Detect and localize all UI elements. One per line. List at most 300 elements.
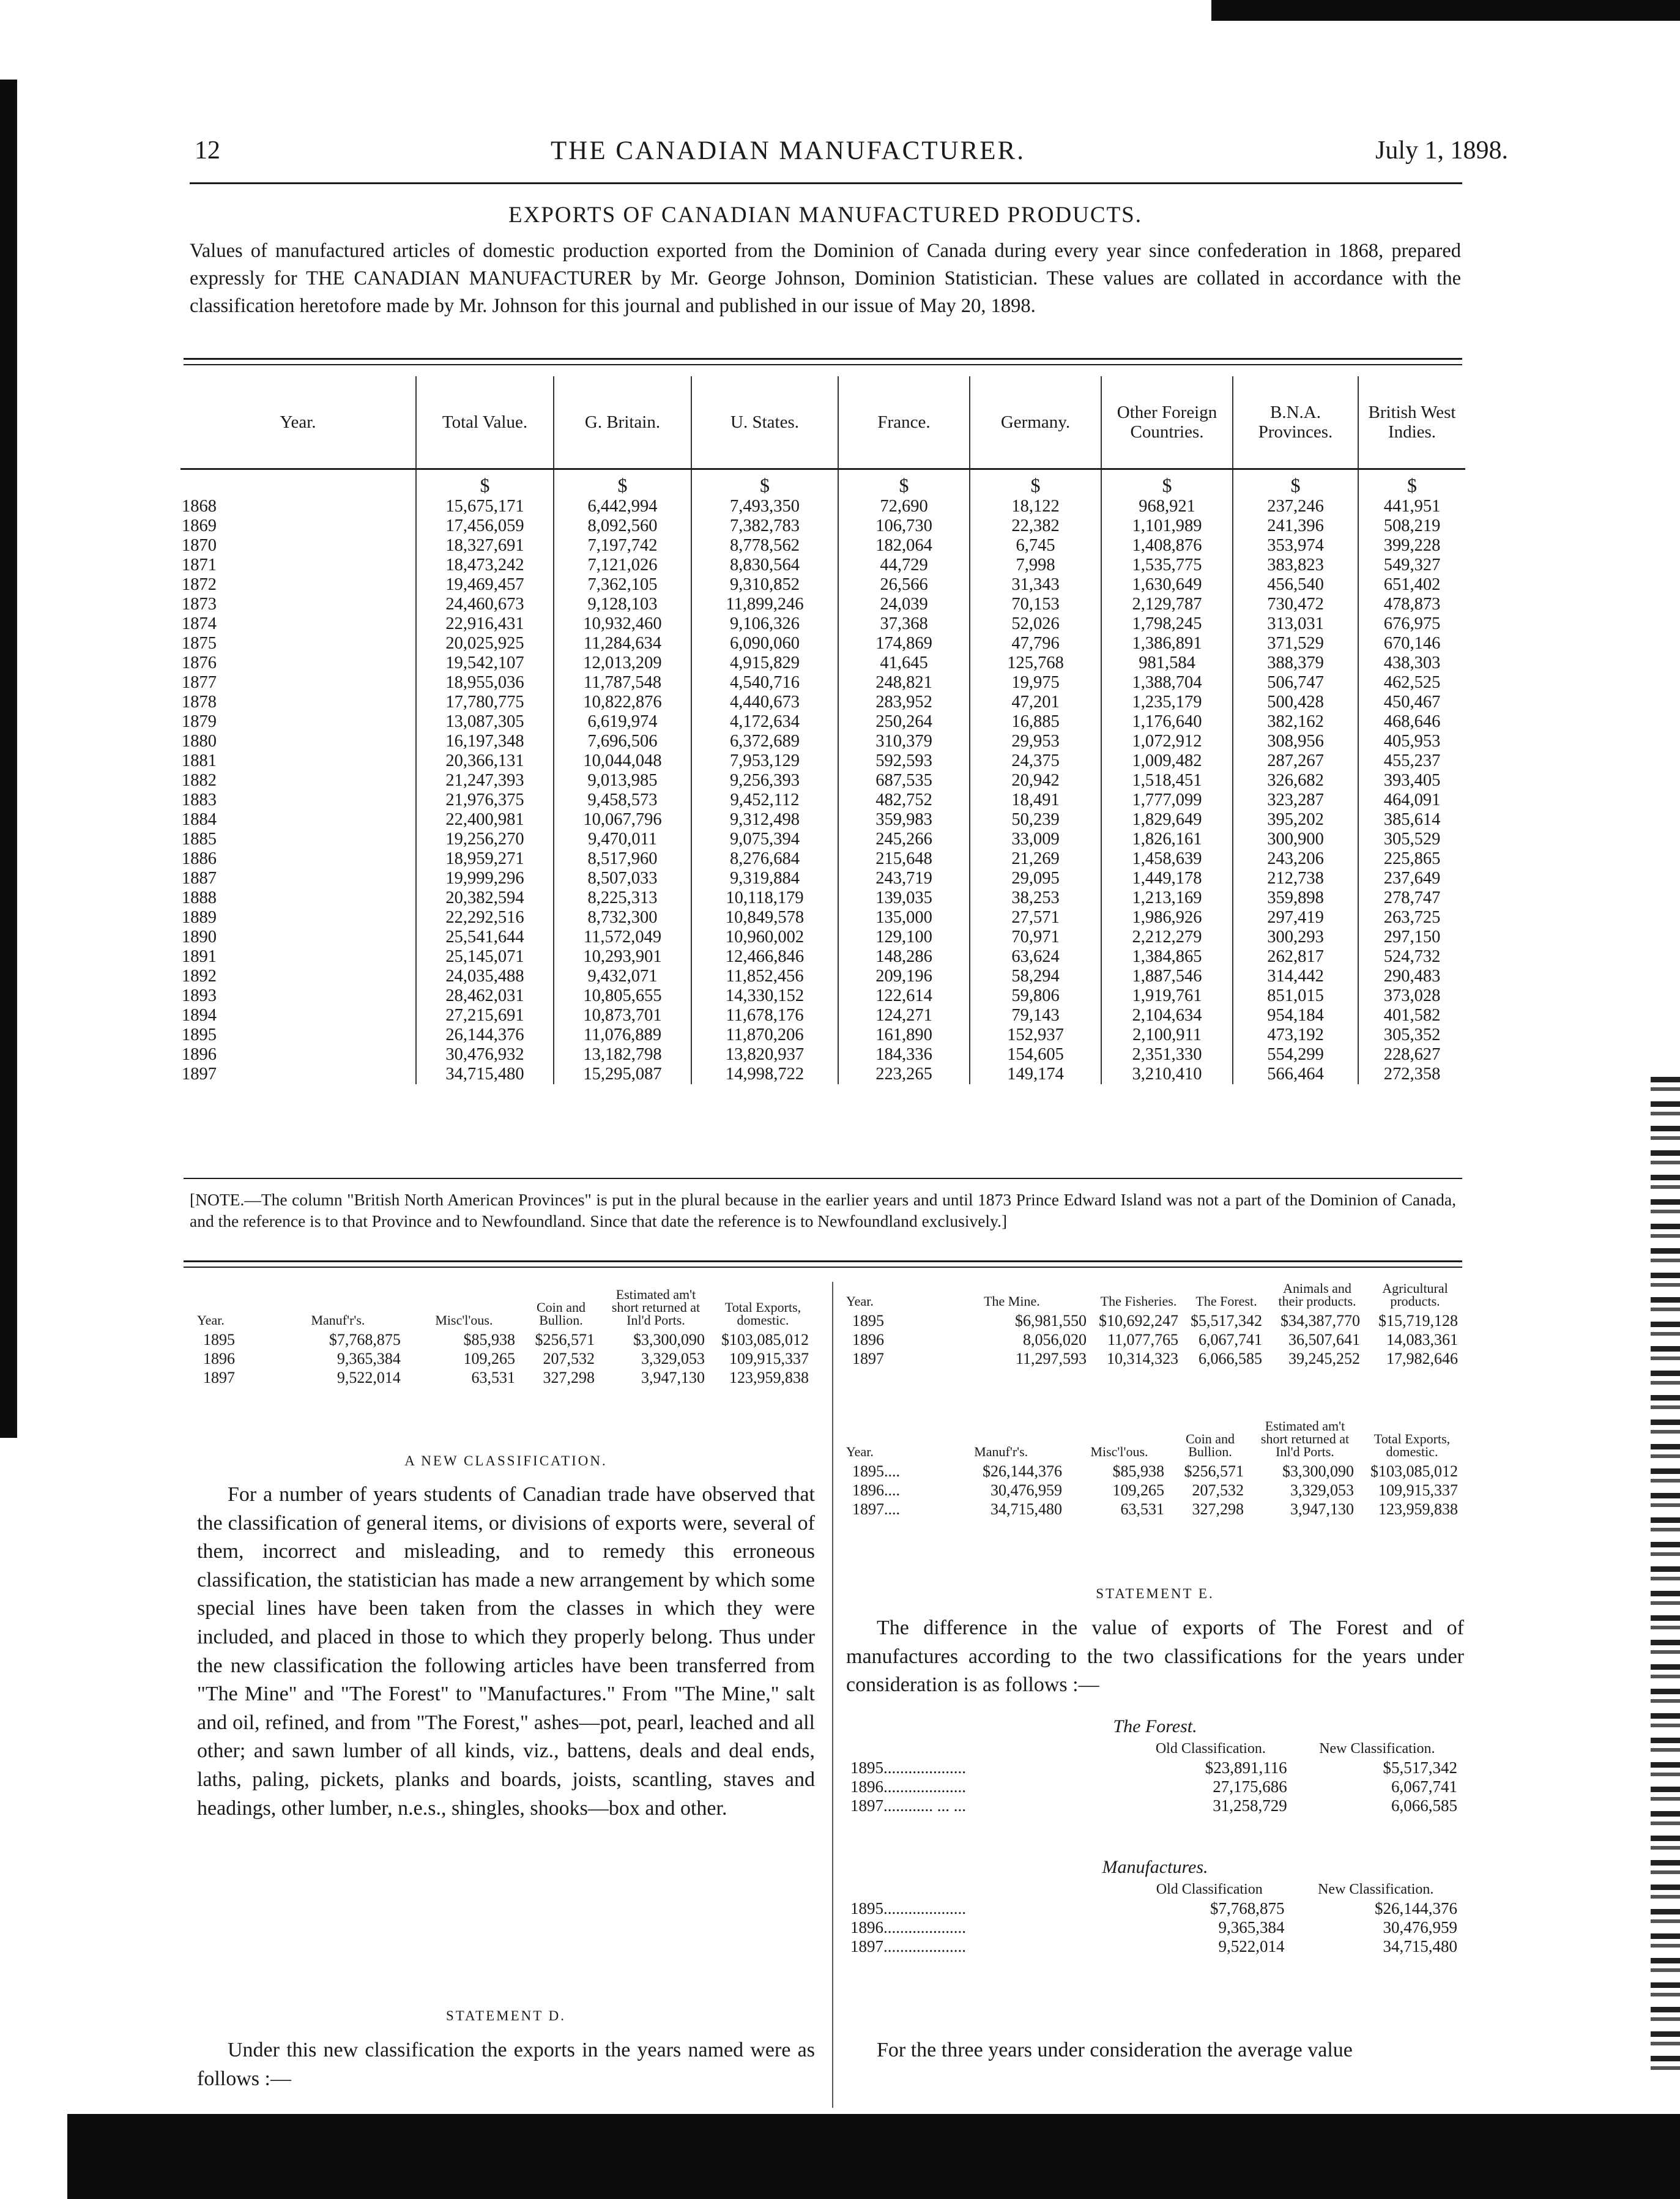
value-cell: 30,476,959 (1383, 1918, 1457, 1937)
value-cell: 3,329,053 (641, 1349, 705, 1367)
value-cell: 676,975 (1358, 614, 1465, 634)
year-cell: 1880 (182, 732, 217, 751)
value-cell: $26,144,376 (1375, 1899, 1457, 1918)
table-row (180, 830, 1465, 849)
table-row (180, 791, 1465, 810)
table-row (846, 1462, 1464, 1481)
column-header: New Classification. (1319, 1741, 1435, 1757)
value-cell: 506,747 (1233, 673, 1358, 693)
value-cell: 47,201 (970, 693, 1101, 712)
value-cell: 297,150 (1358, 928, 1465, 947)
value-cell: 353,974 (1233, 536, 1358, 556)
statement-e-text: The difference in the value of exports of The Forest and of manufactures according to the two classifications for the years under consideration is as follows :— (846, 1617, 1464, 1697)
value-cell: 14,998,722 (691, 1065, 838, 1084)
year-cell: 1895.... (852, 1462, 900, 1480)
value-cell: 15,295,087 (554, 1065, 691, 1084)
value-cell: 1,887,546 (1101, 967, 1233, 986)
value-cell: 19,999,296 (416, 869, 554, 888)
value-cell: 28,462,031 (416, 986, 554, 1006)
currency-symbol: $ (691, 469, 838, 497)
currency-symbol: $ (1233, 469, 1358, 497)
value-cell: 30,476,959 (990, 1481, 1062, 1499)
value-cell: 16,885 (970, 712, 1101, 732)
column-header: Total Value. (416, 376, 554, 469)
value-cell: 27,571 (970, 908, 1101, 928)
value-cell: 17,456,059 (416, 516, 554, 536)
intro-rule-2 (184, 364, 1462, 365)
value-cell: 388,379 (1233, 653, 1358, 673)
year-cell: 1868 (182, 497, 217, 516)
scan-edge-left (0, 80, 17, 1438)
value-cell: 135,000 (838, 908, 970, 928)
value-cell: $7,768,875 (1210, 1899, 1285, 1918)
currency-row (180, 469, 1465, 497)
value-cell: 237,649 (1358, 869, 1465, 888)
value-cell: 508,219 (1358, 516, 1465, 536)
value-cell: 2,212,279 (1101, 928, 1233, 947)
value-cell: 184,336 (838, 1045, 970, 1065)
value-cell: 27,215,691 (416, 1006, 554, 1025)
table-row (850, 1796, 1462, 1815)
value-cell: 287,267 (1233, 751, 1358, 771)
value-cell: 8,830,564 (691, 556, 838, 575)
value-cell: 981,584 (1101, 653, 1233, 673)
value-cell: 8,092,560 (554, 516, 691, 536)
value-cell: 13,182,798 (554, 1045, 691, 1065)
table-row (197, 1349, 815, 1368)
table-row (180, 497, 1465, 516)
value-cell: 441,951 (1358, 497, 1465, 516)
value-cell: 524,732 (1358, 947, 1465, 967)
currency-symbol: $ (838, 469, 970, 497)
value-cell: 954,184 (1233, 1006, 1358, 1025)
value-cell: 8,517,960 (554, 849, 691, 869)
value-cell: $23,891,116 (1205, 1758, 1287, 1777)
value-cell: 272,358 (1358, 1065, 1465, 1084)
value-cell: 297,419 (1233, 908, 1358, 928)
value-cell: 968,921 (1101, 497, 1233, 516)
value-cell: 1,826,161 (1101, 830, 1233, 849)
year-cell: 1873 (182, 595, 217, 614)
right-products-header-row (846, 1282, 1464, 1311)
value-cell: 9,365,384 (336, 1349, 401, 1367)
currency-symbol: $ (1358, 469, 1465, 497)
year-cell: 1895.................... (850, 1758, 966, 1777)
scan-edge-right (1651, 1077, 1680, 2074)
column-header: Total Exports, domestic. (1373, 1431, 1451, 1459)
table-row (846, 1500, 1464, 1519)
value-cell: $10,692,247 (1099, 1311, 1178, 1330)
value-cell: 327,298 (543, 1368, 595, 1386)
value-cell: 9,432,071 (554, 967, 691, 986)
table-row (180, 614, 1465, 634)
value-cell: 500,428 (1233, 693, 1358, 712)
value-cell: 456,540 (1233, 575, 1358, 595)
value-cell: 20,382,594 (416, 888, 554, 908)
value-cell: 4,440,673 (691, 693, 838, 712)
value-cell: 4,172,634 (691, 712, 838, 732)
value-cell: 109,915,337 (729, 1349, 809, 1367)
table-row (180, 869, 1465, 888)
table-row (850, 1777, 1462, 1796)
column-header: Coin and Bullion. (1185, 1431, 1235, 1459)
value-cell: 228,627 (1358, 1045, 1465, 1065)
table-row (180, 1025, 1465, 1045)
value-cell: 34,715,480 (416, 1065, 554, 1084)
value-cell: 9,310,852 (691, 575, 838, 595)
value-cell: 10,044,048 (554, 751, 691, 771)
value-cell: 13,820,937 (691, 1045, 838, 1065)
value-cell: 438,303 (1358, 653, 1465, 673)
currency-symbol: $ (1101, 469, 1233, 497)
value-cell: 1,518,451 (1101, 771, 1233, 791)
value-cell: 18,491 (970, 791, 1101, 810)
value-cell: 7,696,506 (554, 732, 691, 751)
column-header: Manuf'r's. (974, 1444, 1028, 1459)
value-cell: 262,817 (1233, 947, 1358, 967)
value-cell: 22,400,981 (416, 810, 554, 830)
value-cell: 124,271 (838, 1006, 970, 1025)
value-cell: 22,916,431 (416, 614, 554, 634)
value-cell: 123,959,838 (1378, 1500, 1458, 1518)
year-cell: 1897 (182, 1065, 217, 1084)
value-cell: 12,466,846 (691, 947, 838, 967)
statement-d-heading: STATEMENT D. (445, 2008, 566, 2023)
value-cell: 263,725 (1358, 908, 1465, 928)
value-cell: 7,493,350 (691, 497, 838, 516)
year-cell: 1893 (182, 986, 217, 1005)
value-cell: 383,823 (1233, 556, 1358, 575)
column-header: U. States. (691, 376, 838, 469)
value-cell: 243,206 (1233, 849, 1358, 869)
value-cell: 129,100 (838, 928, 970, 947)
year-cell: 1895.................... (850, 1899, 966, 1918)
value-cell: 566,464 (1233, 1065, 1358, 1084)
year-cell: 1887 (182, 869, 217, 888)
value-cell: 13,087,305 (416, 712, 554, 732)
value-cell: 15,675,171 (416, 497, 554, 516)
table-row (846, 1481, 1464, 1500)
year-cell: 1889 (182, 908, 217, 927)
value-cell: $5,517,342 (1383, 1758, 1457, 1777)
column-header: Misc'l'ous. (435, 1312, 493, 1328)
value-cell: 154,605 (970, 1045, 1101, 1065)
value-cell: 209,196 (838, 967, 970, 986)
value-cell: 1,777,099 (1101, 791, 1233, 810)
table-row (180, 849, 1465, 869)
year-cell: 1870 (182, 536, 217, 555)
value-cell: 9,470,011 (554, 830, 691, 849)
exports-header-row (180, 376, 1465, 469)
value-cell: 37,368 (838, 614, 970, 634)
year-cell: 1895 (182, 1025, 217, 1044)
column-header: Year. (846, 1293, 874, 1309)
table-row (180, 595, 1465, 614)
value-cell: 482,752 (838, 791, 970, 810)
year-cell: 1878 (182, 693, 217, 712)
value-cell: 18,955,036 (416, 673, 554, 693)
year-cell: 1891 (182, 947, 217, 966)
table-row (180, 751, 1465, 771)
value-cell: 26,144,376 (416, 1025, 554, 1045)
note-rule-2 (184, 1267, 1462, 1268)
value-cell: 212,738 (1233, 869, 1358, 888)
issue-date: July 1, 1898. (1375, 136, 1509, 165)
column-header: The Forest. (1195, 1293, 1257, 1309)
column-header: Year. (197, 1312, 225, 1328)
value-cell: 11,870,206 (691, 1025, 838, 1045)
left-summary-header-row (197, 1288, 815, 1330)
value-cell: 243,719 (838, 869, 970, 888)
value-cell: 6,066,585 (1199, 1349, 1262, 1367)
currency-symbol: $ (416, 469, 554, 497)
table-row (180, 693, 1465, 712)
value-cell: 359,983 (838, 810, 970, 830)
exports-table (180, 376, 1465, 1084)
value-cell: 1,535,775 (1101, 556, 1233, 575)
value-cell: 63,531 (1120, 1500, 1164, 1518)
year-cell: 1877 (182, 673, 217, 692)
value-cell: 25,145,071 (416, 947, 554, 967)
scan-edge-bottom (67, 2114, 1680, 2199)
value-cell: 109,265 (1112, 1481, 1164, 1499)
table-row (850, 1918, 1462, 1937)
right-summary-header-row (846, 1419, 1464, 1462)
value-cell: 72,690 (838, 497, 970, 516)
value-cell: 24,039 (838, 595, 970, 614)
value-cell: 468,646 (1358, 712, 1465, 732)
value-cell: 308,956 (1233, 732, 1358, 751)
year-cell: 1881 (182, 751, 217, 770)
value-cell: 651,402 (1358, 575, 1465, 595)
value-cell: 20,025,925 (416, 634, 554, 653)
value-cell: 473,192 (1233, 1025, 1358, 1045)
value-cell: 9,075,394 (691, 830, 838, 849)
value-cell: 359,898 (1233, 888, 1358, 908)
table-row (180, 634, 1465, 653)
table-row (180, 712, 1465, 732)
value-cell: 2,129,787 (1101, 595, 1233, 614)
value-cell: 1,408,876 (1101, 536, 1233, 556)
value-cell: 6,090,060 (691, 634, 838, 653)
value-cell: 11,297,593 (1015, 1349, 1087, 1367)
article-title: EXPORTS OF CANADIAN MANUFACTURED PRODUCTS. (508, 203, 1142, 228)
value-cell: 1,386,891 (1101, 634, 1233, 653)
value-cell: $256,571 (535, 1330, 595, 1349)
value-cell: 385,614 (1358, 810, 1465, 830)
value-cell: 4,540,716 (691, 673, 838, 693)
value-cell: 59,806 (970, 986, 1101, 1006)
year-cell: 1896 (852, 1330, 884, 1349)
value-cell: 109,265 (463, 1349, 515, 1367)
column-header: B.N.A. Provinces. (1233, 376, 1358, 469)
value-cell: 22,292,516 (416, 908, 554, 928)
value-cell: 300,293 (1233, 928, 1358, 947)
value-cell: 2,104,634 (1101, 1006, 1233, 1025)
value-cell: 30,476,932 (416, 1045, 554, 1065)
value-cell: 11,678,176 (691, 1006, 838, 1025)
table-row (180, 947, 1465, 967)
year-cell: 1883 (182, 791, 217, 809)
value-cell: 10,314,323 (1107, 1349, 1178, 1367)
value-cell: 21,269 (970, 849, 1101, 869)
column-header: Manuf'r's. (311, 1312, 365, 1328)
column-header: Coin and Bullion. (536, 1300, 586, 1328)
column-header (850, 1741, 1129, 1758)
value-cell: 18,473,242 (416, 556, 554, 575)
value-cell: 248,821 (838, 673, 970, 693)
year-cell: 1882 (182, 771, 217, 790)
manufactures-comparison-table (850, 1881, 1462, 1956)
table-row (180, 556, 1465, 575)
value-cell: 1,798,245 (1101, 614, 1233, 634)
value-cell: 63,624 (970, 947, 1101, 967)
value-cell: 10,293,901 (554, 947, 691, 967)
table-row (850, 1937, 1462, 1956)
year-cell: 1896.... (852, 1481, 900, 1499)
column-divider (832, 1282, 833, 2108)
value-cell: 1,384,865 (1101, 947, 1233, 967)
value-cell: 1,072,912 (1101, 732, 1233, 751)
value-cell: 18,122 (970, 497, 1101, 516)
value-cell: 7,121,026 (554, 556, 691, 575)
value-cell: 464,091 (1358, 791, 1465, 810)
table-row (180, 928, 1465, 947)
value-cell: 2,351,330 (1101, 1045, 1233, 1065)
value-cell: 125,768 (970, 653, 1101, 673)
year-cell: 1886 (182, 849, 217, 868)
value-cell: $85,938 (463, 1330, 515, 1349)
table-bottom-rule (184, 1178, 1462, 1179)
value-cell: 3,947,130 (1290, 1500, 1354, 1518)
value-cell: 305,529 (1358, 830, 1465, 849)
value-cell: 29,953 (970, 732, 1101, 751)
forest-header-row (850, 1741, 1462, 1758)
year-cell: 1896 (203, 1349, 235, 1367)
value-cell: 2,100,911 (1101, 1025, 1233, 1045)
value-cell: 554,299 (1233, 1045, 1358, 1065)
value-cell: 11,572,049 (554, 928, 691, 947)
value-cell: 149,174 (970, 1065, 1101, 1084)
value-cell: 17,982,646 (1386, 1349, 1458, 1367)
value-cell: 19,542,107 (416, 653, 554, 673)
column-header: British West Indies. (1358, 376, 1465, 469)
value-cell: 455,237 (1358, 751, 1465, 771)
value-cell: 9,312,498 (691, 810, 838, 830)
value-cell: 9,522,014 (336, 1368, 401, 1386)
table-row (180, 516, 1465, 536)
year-cell: 1872 (182, 575, 217, 594)
value-cell: 21,247,393 (416, 771, 554, 791)
value-cell: 670,146 (1358, 634, 1465, 653)
value-cell: 34,715,480 (990, 1500, 1062, 1518)
value-cell: $103,085,012 (721, 1330, 809, 1349)
value-cell: 6,067,741 (1391, 1777, 1457, 1796)
column-header: Year. (280, 412, 316, 432)
value-cell: $15,719,128 (1378, 1311, 1458, 1330)
value-cell: 36,507,641 (1288, 1330, 1360, 1349)
table-row (180, 1045, 1465, 1065)
column-header: Total Exports, domestic. (724, 1300, 801, 1328)
year-cell: 1896.................... (850, 1777, 966, 1796)
value-cell: 70,153 (970, 595, 1101, 614)
value-cell: 10,805,655 (554, 986, 691, 1006)
value-cell: $7,768,875 (329, 1330, 401, 1349)
column-header: Old Classification. (1155, 1741, 1266, 1757)
value-cell: 9,365,384 (1218, 1918, 1285, 1937)
right-products-table (846, 1282, 1464, 1368)
value-cell: 6,066,585 (1391, 1796, 1457, 1815)
value-cell: 1,449,178 (1101, 869, 1233, 888)
value-cell: 20,366,131 (416, 751, 554, 771)
currency-symbol (180, 469, 416, 497)
table-row (180, 771, 1465, 791)
value-cell: 41,645 (838, 653, 970, 673)
value-cell: 278,747 (1358, 888, 1465, 908)
statement-e-heading: STATEMENT E. (1096, 1586, 1214, 1601)
forest-comparison-table (850, 1741, 1462, 1815)
value-cell: 11,077,765 (1107, 1330, 1178, 1349)
masthead-title: THE CANADIAN MANUFACTURER. (551, 136, 1025, 165)
table-row (180, 1065, 1465, 1084)
value-cell: 215,648 (838, 849, 970, 869)
year-cell: 1897.... (852, 1500, 900, 1518)
table-row (846, 1349, 1464, 1368)
value-cell: 31,343 (970, 575, 1101, 595)
new-classification-heading: A NEW CLASSIFICATION. (404, 1453, 608, 1468)
year-cell: 1884 (182, 810, 217, 829)
value-cell: 7,362,105 (554, 575, 691, 595)
value-cell: 1,176,640 (1101, 712, 1233, 732)
column-header: Estimated am't short returned at Inl'd Ports. (611, 1287, 701, 1328)
column-header: The Fisheries. (1100, 1293, 1177, 1309)
value-cell: 19,975 (970, 673, 1101, 693)
value-cell: 399,228 (1358, 536, 1465, 556)
value-cell: 478,873 (1358, 595, 1465, 614)
value-cell: 1,630,649 (1101, 575, 1233, 595)
manufactures-section-title: Manufactures. (1102, 1857, 1208, 1877)
value-cell: 63,531 (471, 1368, 515, 1386)
note-rule (184, 1260, 1462, 1262)
value-cell: 9,458,573 (554, 791, 691, 810)
value-cell: 223,265 (838, 1065, 970, 1084)
column-header: Agricultural products. (1382, 1281, 1448, 1309)
value-cell: $85,938 (1112, 1462, 1164, 1480)
value-cell: 6,442,994 (554, 497, 691, 516)
value-cell: 592,593 (838, 751, 970, 771)
value-cell: 10,822,876 (554, 693, 691, 712)
value-cell: 11,284,634 (554, 634, 691, 653)
value-cell: 25,541,644 (416, 928, 554, 947)
intro-rule (184, 358, 1462, 360)
table-row (180, 908, 1465, 928)
value-cell: 310,379 (838, 732, 970, 751)
table-row (180, 810, 1465, 830)
table-row (180, 1006, 1465, 1025)
year-cell: 1894 (182, 1006, 217, 1025)
value-cell: 3,210,410 (1101, 1065, 1233, 1084)
column-header: Animals and their products. (1278, 1281, 1356, 1309)
table-row (180, 967, 1465, 986)
value-cell: 4,915,829 (691, 653, 838, 673)
year-cell: 1897............ ... ... (850, 1796, 966, 1815)
value-cell: 8,056,020 (1023, 1330, 1087, 1349)
value-cell: 33,009 (970, 830, 1101, 849)
value-cell: 11,787,548 (554, 673, 691, 693)
table-row (180, 536, 1465, 556)
value-cell: 1,101,989 (1101, 516, 1233, 536)
table-row (180, 575, 1465, 595)
